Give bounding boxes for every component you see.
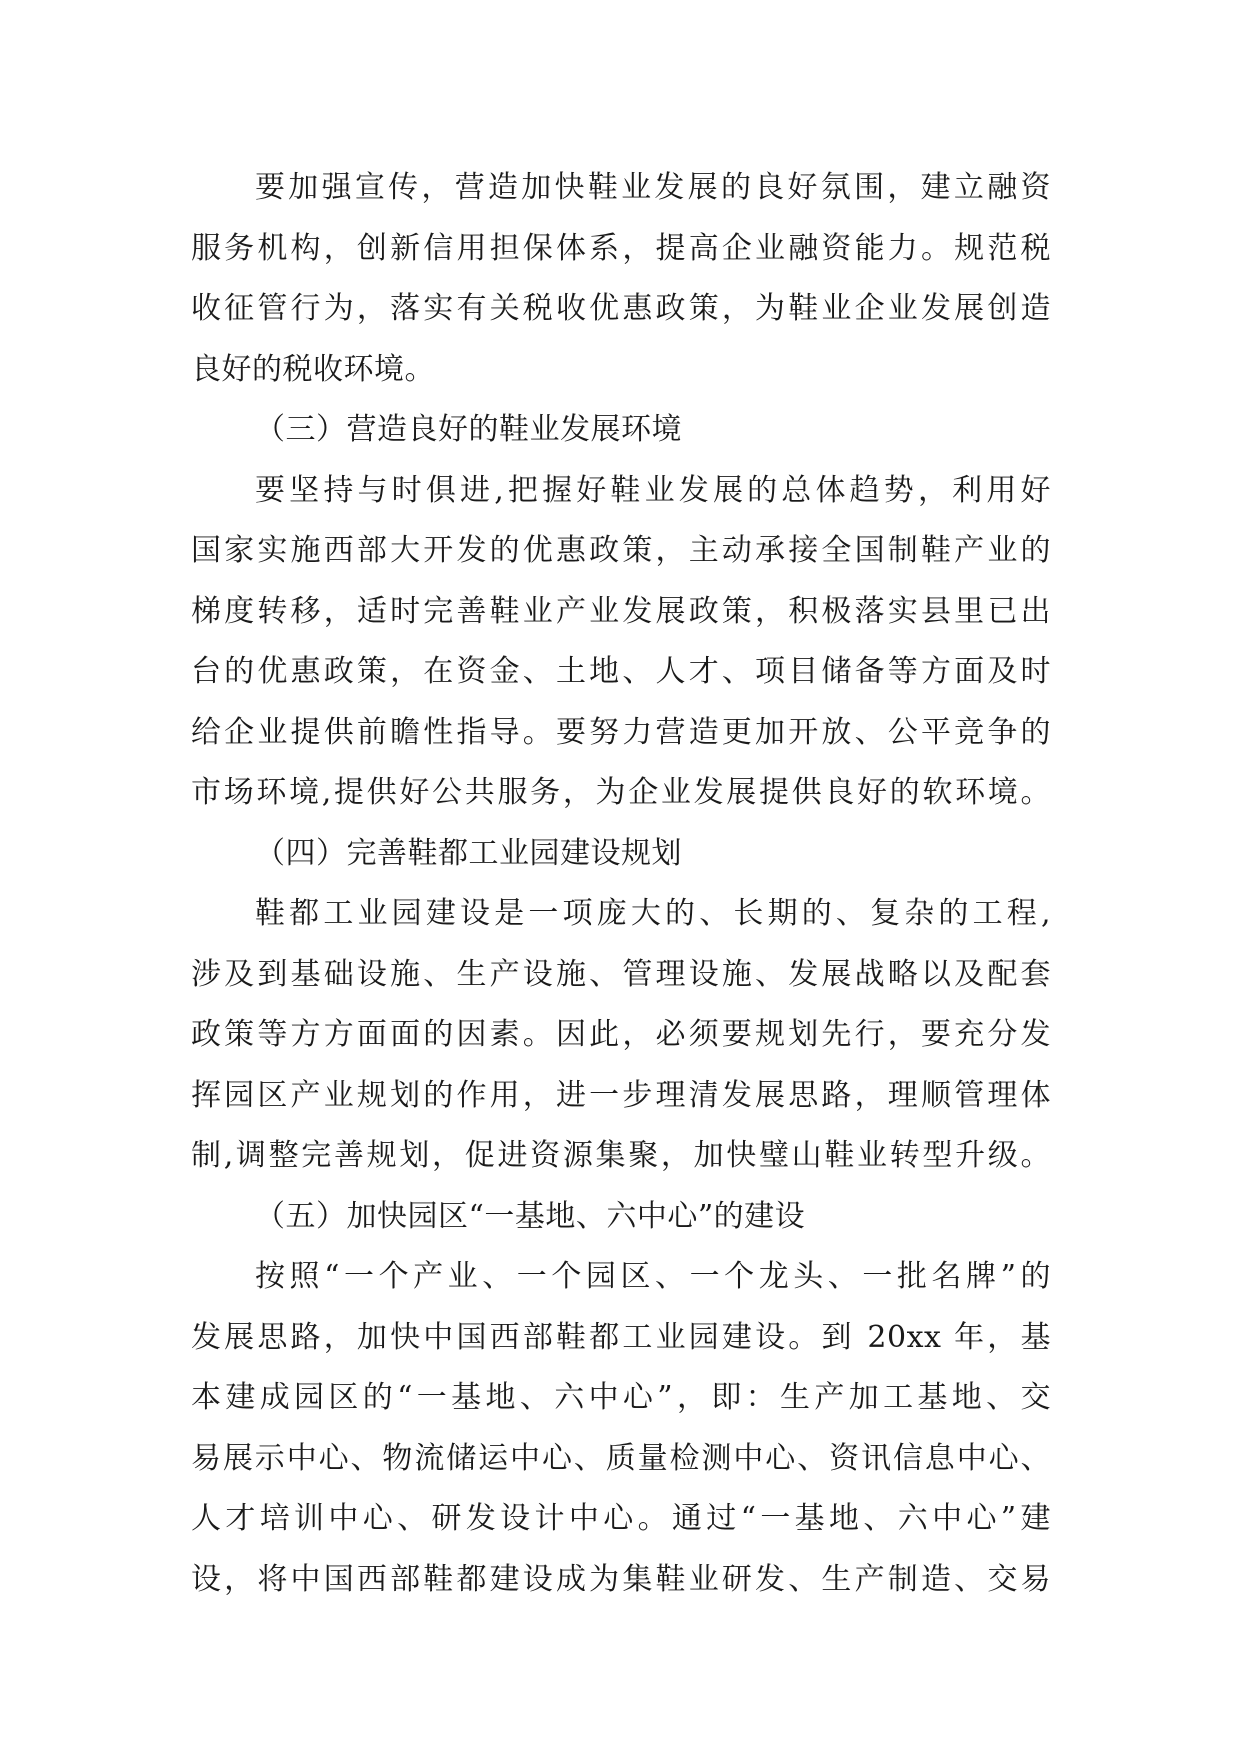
text-line: 人才培训中心、研发设计中心。通过“一基地、六中心”建 <box>191 1501 1051 1536</box>
text-line: 要坚持与时俱进,把握好鞋业发展的总体趋势，利用好 <box>255 472 1051 508</box>
text-line: 按照“一个产业、一个园区、一个龙头、一批名牌”的 <box>255 1259 1051 1294</box>
text-line: 发展思路，加快中国西部鞋都工业园建设。到 20xx 年，基 <box>191 1319 1051 1355</box>
text-line: 易展示中心、物流储运中心、质量检测中心、资讯信息中心、 <box>191 1440 1051 1476</box>
text-line: 制,调整完善规划，促进资源集聚，加快璧山鞋业转型升级。 <box>191 1138 1051 1173</box>
text-line: 政策等方方面面的因素。因此，必须要规划先行，要充分发 <box>191 1017 1051 1052</box>
section-heading: （五）加快园区“一基地、六中心”的建设 <box>255 1198 806 1234</box>
text-line: 国家实施西部大开发的优惠政策，主动承接全国制鞋产业的 <box>191 533 1051 568</box>
text-line: 要加强宣传，营造加快鞋业发展的良好氛围，建立融资 <box>255 170 1051 205</box>
text-line: 鞋都工业园建设是一项庞大的、长期的、复杂的工程, <box>255 896 1051 931</box>
text-line: 良好的税收环境。 <box>191 351 435 387</box>
text-line: 市场环境,提供好公共服务，为企业发展提供良好的软环境。 <box>191 775 1051 810</box>
text-line: 本建成园区的“一基地、六中心”，即：生产加工基地、交 <box>191 1380 1051 1415</box>
text-line: 挥园区产业规划的作用，进一步理清发展思路，理顺管理体 <box>191 1077 1051 1113</box>
text-line: 给企业提供前瞻性指导。要努力营造更加开放、公平竞争的 <box>191 714 1051 750</box>
text-line: 涉及到基础设施、生产设施、管理设施、发展战略以及配套 <box>191 956 1051 992</box>
text-line: 台的优惠政策，在资金、土地、人才、项目储备等方面及时 <box>191 654 1051 689</box>
section-heading: （三）营造良好的鞋业发展环境 <box>255 412 682 447</box>
document-body <box>191 158 1051 1610</box>
section-heading: （四）完善鞋都工业园建设规划 <box>255 835 682 871</box>
text-line: 设，将中国西部鞋都建设成为集鞋业研发、生产制造、交易 <box>191 1561 1051 1597</box>
text-line: 梯度转移，适时完善鞋业产业发展政策，积极落实县里已出 <box>191 593 1051 629</box>
text-line: 服务机构，创新信用担保体系，提高企业融资能力。规范税 <box>191 230 1051 266</box>
text-line: 收征管行为，落实有关税收优惠政策，为鞋业企业发展创造 <box>191 291 1051 326</box>
